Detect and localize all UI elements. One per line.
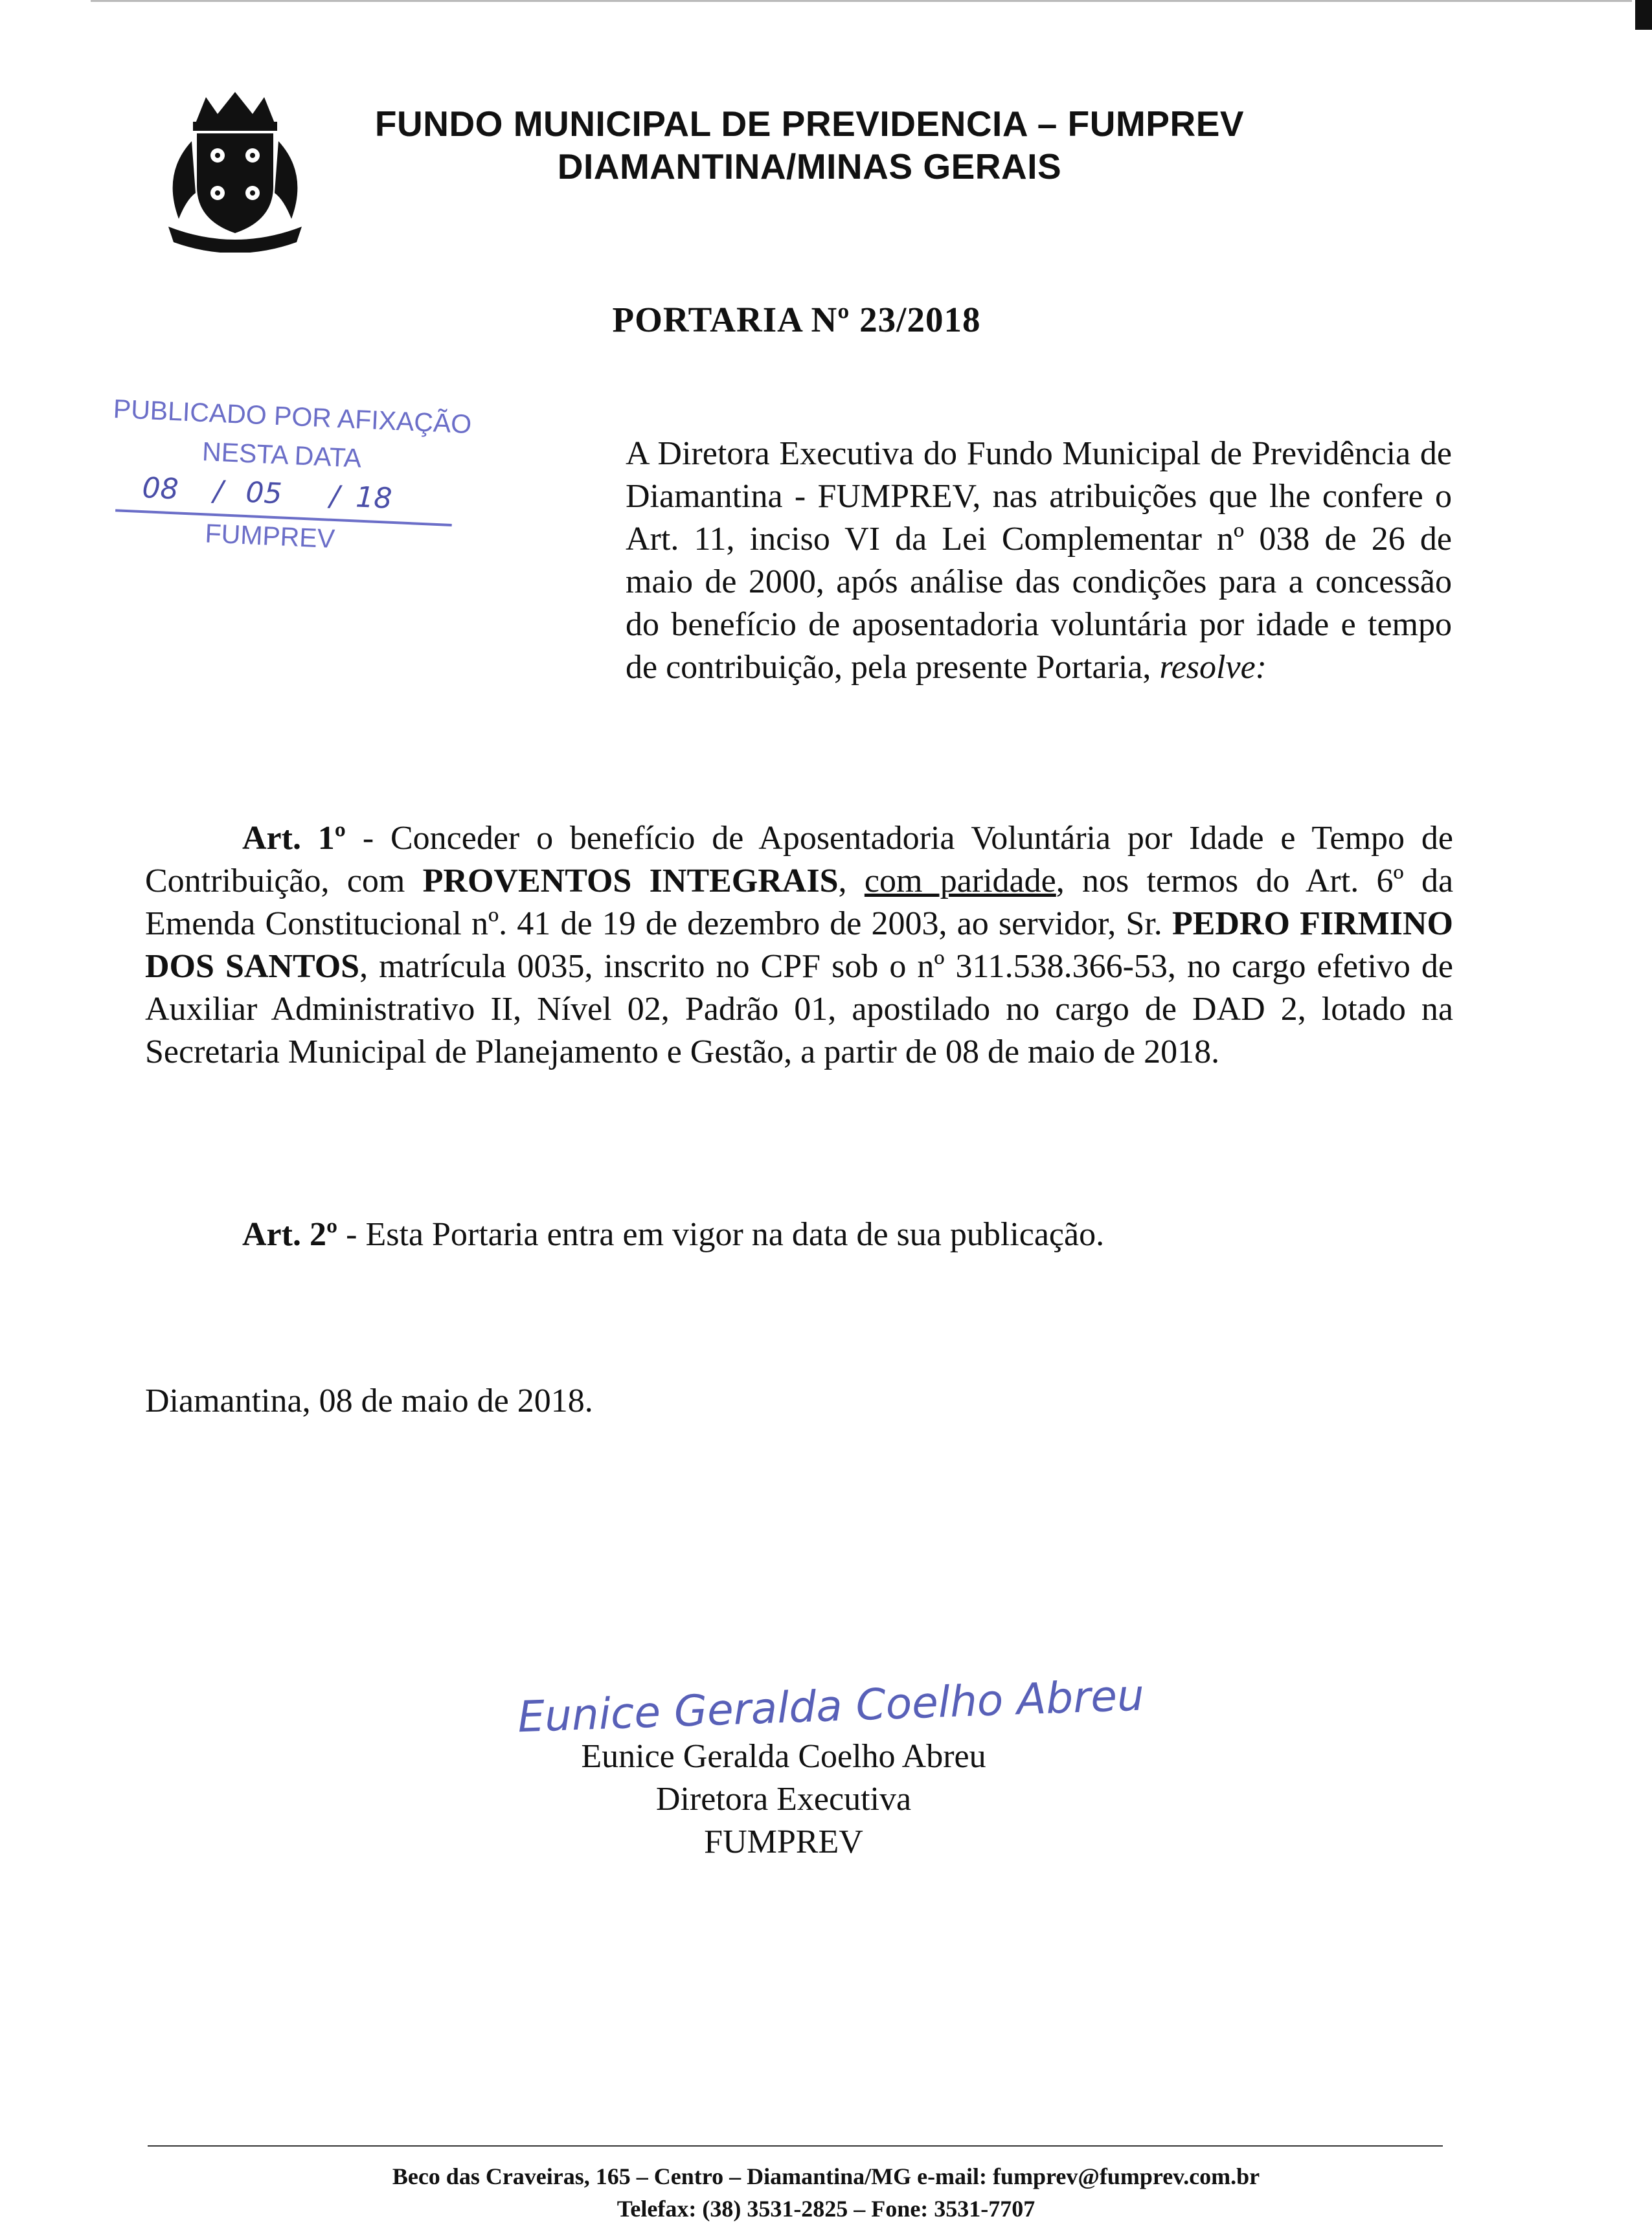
article-2: [145, 1213, 1453, 1256]
footer-contact: [0, 2160, 1652, 2225]
stamp-line2: NESTA DATA: [201, 436, 363, 473]
org-name-line2: DIAMANTINA/MINAS GERAIS: [557, 146, 1062, 186]
signer-name: Eunice Geralda Coelho Abreu: [581, 1738, 986, 1775]
preamble-text: A Diretora Executiva do Fundo Municipal de Previdência de Diamantina - FUMPREV, nas atribuições que lhe confere o Art. 11, inciso VI da Lei Complementar nº 038 de 26 de maio de 2000, após análise das condições para a concessão do benefício de aposentadoria voluntária por idade e tempo de contribuição, pela presente Portaria,: [626, 435, 1452, 686]
footer-phones: Telefax: (38) 3531-2825 – Fone: 3531-7707: [617, 2196, 1035, 2222]
article-1-text-d: , matrícula 0035, inscrito no CPF sob o nº 311.538.366-53, no cargo efetivo de Auxiliar Administrativo II, Nível 02, Padrão 01, apostilado no cargo de DAD 2, lotado na Secretaria Municipal de Planejamento e Gestão, a partir de 08 de maio de 2018.: [145, 948, 1454, 1070]
stamp-line3: FUMPREV: [204, 518, 336, 554]
organization-name: [298, 102, 1321, 188]
scan-top-border: [91, 0, 1632, 2]
article-1: [145, 817, 1453, 1074]
footer-address: Beco das Craveiras, 165 – Centro – Diamantina/MG e-mail: fumprev@fumprev.com.br: [392, 2163, 1260, 2189]
stamp-year: 18: [355, 480, 393, 515]
handwritten-signature: Eunice Geralda Coelho Abreu: [517, 1670, 1145, 1743]
org-name-line1: FUNDO MUNICIPAL DE PREVIDENCIA – FUMPREV: [374, 104, 1245, 144]
signer-role: Diretora Executiva: [655, 1781, 912, 1818]
coat-of-arms-icon: [150, 83, 320, 253]
article-1-text-b: ,: [838, 863, 865, 899]
signer-org: FUMPREV: [704, 1823, 863, 1860]
article-2-heading: Art. 2º: [242, 1216, 338, 1253]
stamp-day: 08: [141, 471, 179, 506]
stamp-line1: PUBLICADO POR AFIXAÇÃO: [112, 394, 473, 440]
footer-divider: [148, 2145, 1443, 2147]
signer-block: [492, 1735, 1075, 1864]
stamp-date: 08 / 05 / 18: [115, 470, 453, 526]
article-1-text-a: - Conceder o benefício de Aposentadoria Voluntária por Idade e Tempo de Contribuição, com: [145, 820, 1453, 899]
article-1-parity: com paridade: [864, 863, 1056, 899]
preamble-resolve: resolve:: [1159, 649, 1267, 686]
article-2-text: - Esta Portaria entra em vigor na data de sua publicação.: [337, 1216, 1105, 1253]
article-1-text-c: , nos termos do Art. 6º da Emenda Constitucional nº. 41 de 19 de dezembro de 2003, ao servidor, Sr.: [145, 863, 1454, 942]
article-1-benefit: PROVENTOS INTEGRAIS: [422, 863, 839, 899]
publication-stamp: [107, 394, 490, 565]
scan-edge-mark: [1635, 0, 1652, 30]
stamp-month: 05: [245, 476, 283, 511]
article-1-beneficiary: PEDRO FIRMINO DOS SANTOS: [145, 905, 1453, 985]
document-title: PORTARIA Nº 23/2018: [612, 300, 981, 339]
preamble-paragraph: [626, 433, 1452, 689]
place-and-date: Diamantina, 08 de maio de 2018.: [145, 1382, 593, 1419]
article-1-heading: Art. 1º: [242, 820, 346, 857]
